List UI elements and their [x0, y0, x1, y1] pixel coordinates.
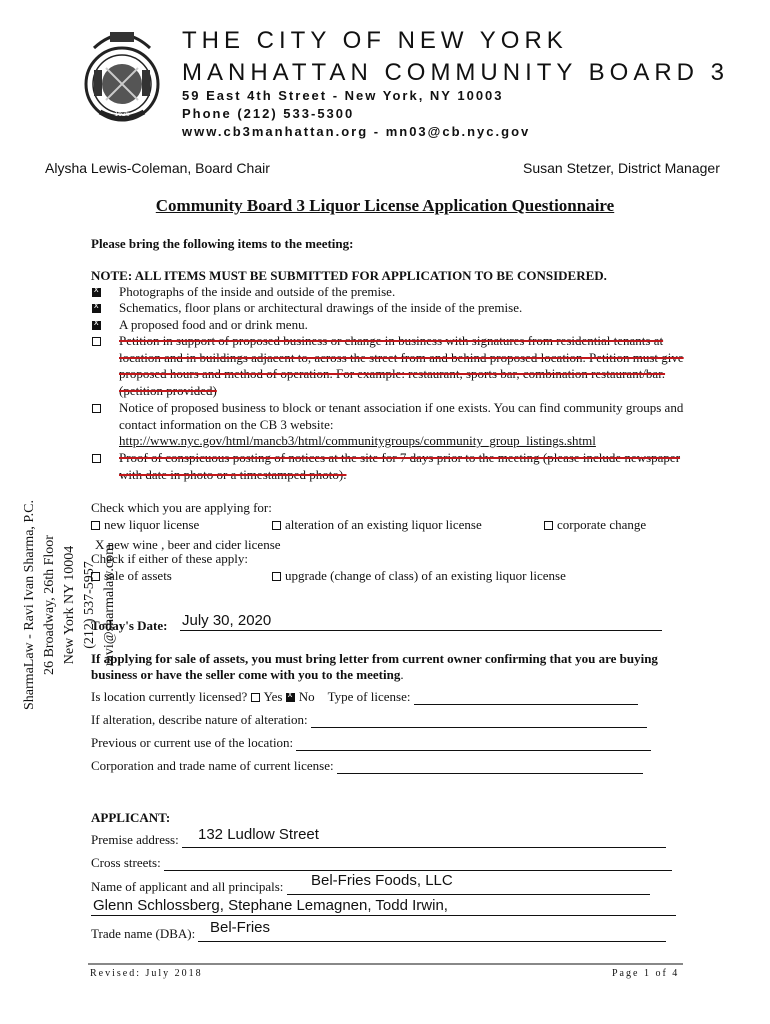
dba-row: Trade name (DBA):	[91, 926, 666, 942]
checkbox-icon[interactable]	[272, 521, 281, 530]
principals-value[interactable]: Glenn Schlossberg, Stephane Lemagnen, Todd Irwin,	[93, 897, 448, 914]
corporation-question: Corporation and trade name of current license:	[91, 758, 643, 774]
document-title: Community Board 3 Liquor License Application Questionnaire	[155, 196, 615, 215]
org-subtitle: MANHATTAN COMMUNITY BOARD 3	[182, 59, 730, 86]
checkbox-icon[interactable]	[92, 288, 101, 297]
no-checkbox-icon[interactable]	[286, 693, 295, 702]
city-seal-logo	[80, 28, 164, 128]
previous-use-line[interactable]	[296, 737, 651, 751]
date-line	[180, 630, 662, 631]
org-address: 59 East 4th Street - New York, NY 10003	[182, 88, 504, 103]
corporation-line[interactable]	[337, 760, 643, 774]
checklist-item: Proof of conspicuous posting of notices at the site for 7 days prior to the meeting (please include newspaper with date in photo or a timestamped photo).	[92, 450, 689, 483]
checkbox-icon[interactable]	[91, 521, 100, 530]
upgrade-option[interactable]: upgrade (change of class) of an existing liquor license	[272, 568, 566, 584]
cross-streets-line[interactable]	[164, 857, 672, 871]
premise-address-row: Premise address:	[91, 832, 666, 848]
premise-address-value[interactable]: 132 Ludlow Street	[198, 826, 319, 843]
checkbox-icon[interactable]	[272, 572, 281, 581]
board-chair: Alysha Lewis-Coleman, Board Chair	[45, 160, 270, 176]
license-type-line[interactable]	[414, 691, 638, 705]
date-label: Today's Date:	[91, 618, 168, 633]
yes-checkbox-icon[interactable]	[251, 693, 260, 702]
date-value[interactable]: July 30, 2020	[182, 612, 272, 629]
footer-divider	[88, 963, 683, 965]
checklist-item: x Schematics, floor plans or architectural drawings of the inside of the premise.	[92, 300, 689, 317]
checklist-item: x A proposed food and or drink menu.	[92, 317, 689, 334]
new-license-option[interactable]: new liquor license	[91, 517, 199, 533]
revised-date: Revised: July 2018	[90, 968, 203, 979]
dba-value[interactable]: Bel-Fries	[210, 919, 271, 936]
principals-line	[91, 915, 676, 916]
law-firm-stamp: SharmaLaw - Ravi Ivan Sharma, P.C. 26 Broadway, 26th Floor New York NY 10004 (212) 537-5957 ravi@sharmalaw.com	[22, 500, 117, 710]
district-manager: Susan Stetzer, District Manager	[523, 160, 720, 176]
note-text: NOTE: ALL ITEMS MUST BE SUBMITTED FOR APPLICATION TO BE CONSIDERED.	[91, 268, 607, 283]
sale-note: If applying for sale of assets, you must bring letter from current owner confirming that you are buying business or have the seller come with you to the meeting.	[91, 651, 658, 682]
svg-text:1625: 1625	[114, 111, 130, 118]
previous-use-question: Previous or current use of the location:	[91, 735, 651, 751]
org-title: THE CITY OF NEW YORK	[182, 27, 568, 54]
sale-assets-option[interactable]: sale of assets	[91, 568, 172, 584]
checkbox-icon[interactable]	[544, 521, 553, 530]
applicant-name-row: Name of applicant and all principals:	[91, 879, 650, 895]
applicant-heading: APPLICANT:	[91, 810, 171, 825]
wine-license-note: X new wine , beer and cider license	[95, 537, 281, 552]
checklist-item: Notice of proposed business to block or tenant association if one exists. You can find community groups and contact information on the CB 3 website: http://www.nyc.gov/html/mancb3/html/communitygroups/community_group_listings.shtml	[92, 400, 689, 450]
checklist-item: Petition in support of proposed business or change in business with signatures from residential tenants at location and in buildings adjacent to, across the street from and behind proposed location. Petition must give proposed hours and method of operation. For example: restaurant, sports bar, combination restaurant/bar. (petition provided)	[92, 333, 689, 399]
org-web-email: www.cb3manhattan.org - mn03@cb.nyc.gov	[182, 124, 531, 139]
checklist-item: x Photographs of the inside and outside of the premise.	[92, 284, 689, 301]
checkbox-icon[interactable]	[91, 572, 100, 581]
org-phone: Phone (212) 533-5300	[182, 106, 355, 121]
alteration-option[interactable]: alteration of an existing liquor license	[272, 517, 482, 533]
alteration-question: If alteration, describe nature of alteration:	[91, 712, 647, 728]
either-label: Check if either of these apply:	[91, 551, 249, 566]
licensed-question: Is location currently licensed? Yes x No Type of license:	[91, 689, 638, 705]
cross-streets-row: Cross streets:	[91, 855, 672, 871]
applicant-name-value[interactable]: Bel-Fries Foods, LLC	[311, 872, 453, 889]
corporate-change-option[interactable]: corporate change	[544, 517, 646, 533]
page-number: Page 1 of 4	[612, 968, 680, 979]
alteration-line[interactable]	[311, 714, 647, 728]
community-groups-link[interactable]: http://www.nyc.gov/html/mancb3/html/communitygroups/community_group_listings.shtml	[119, 433, 596, 448]
applying-label: Check which you are applying for:	[91, 500, 272, 515]
intro-text: Please bring the following items to the meeting:	[91, 236, 354, 251]
checkbox-icon[interactable]	[92, 304, 101, 313]
